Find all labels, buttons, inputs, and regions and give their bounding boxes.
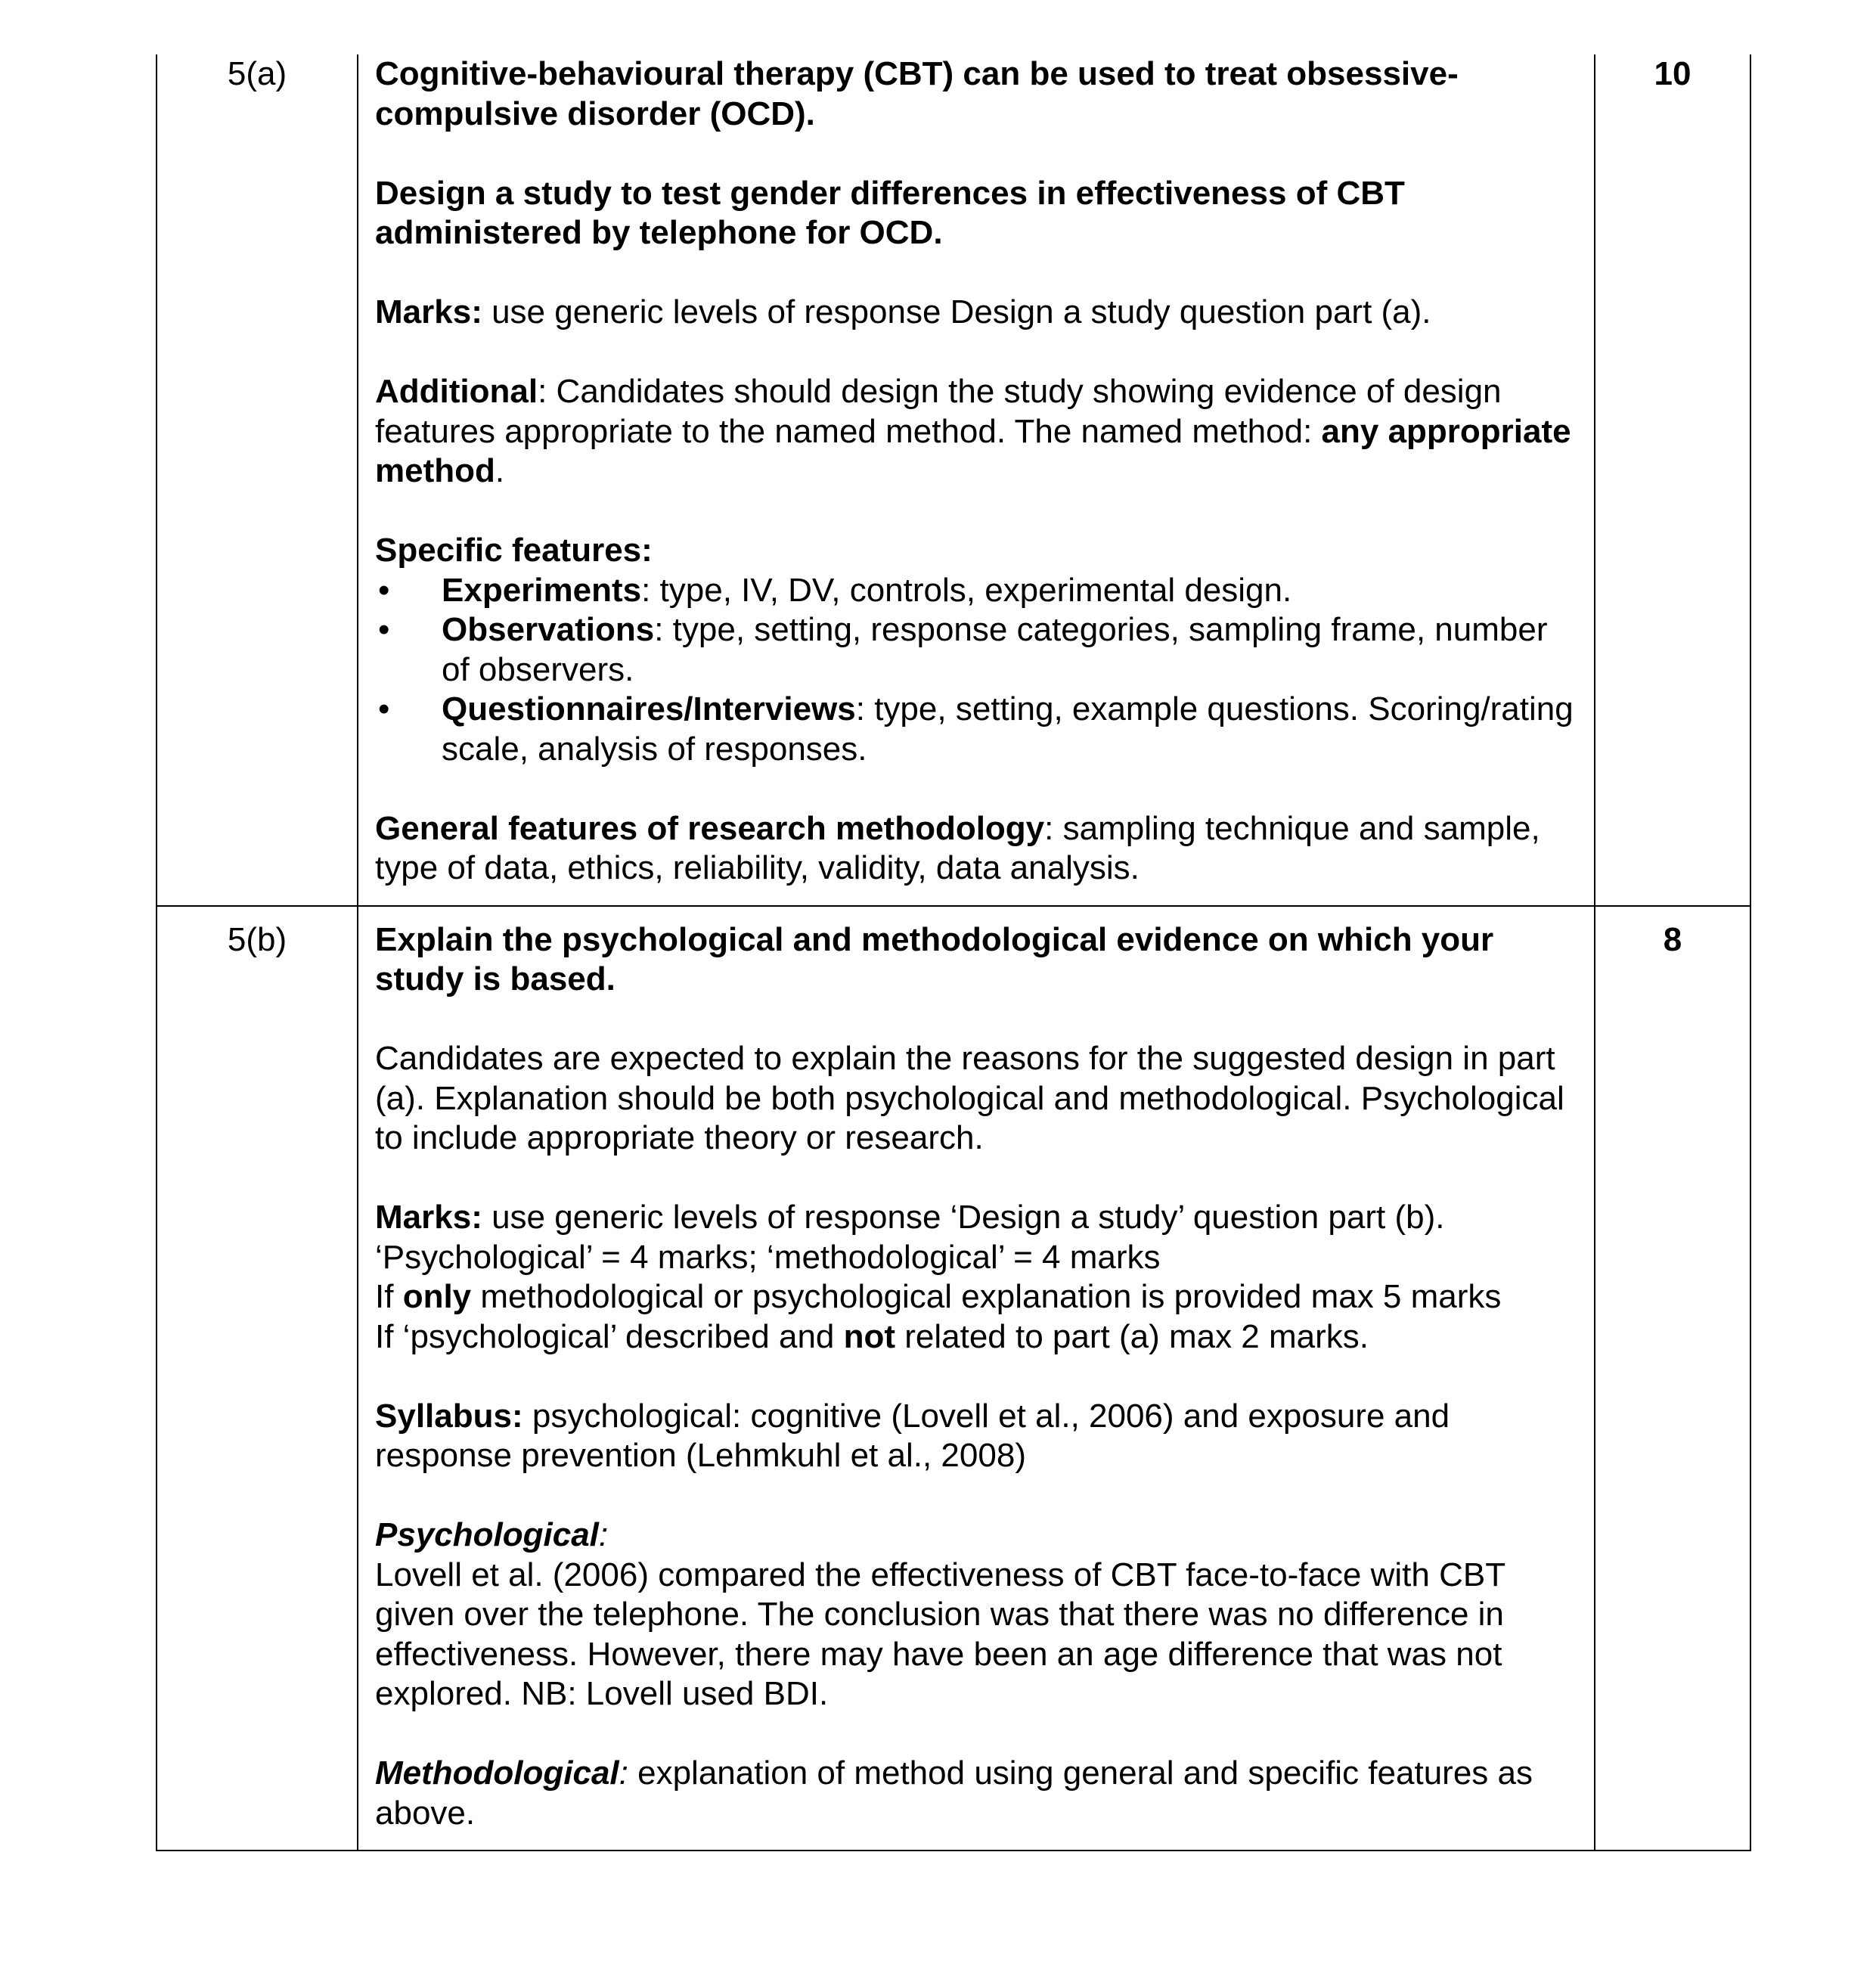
question-text xyxy=(375,54,1579,134)
methodological-colon: : xyxy=(619,1754,628,1792)
specific-features-list xyxy=(375,571,1579,770)
psychological-colon: : xyxy=(598,1516,609,1553)
syllabus-label: Syllabus: xyxy=(375,1397,523,1435)
rule-text: If xyxy=(375,1278,403,1315)
marks-cell xyxy=(1595,906,1750,1851)
question-row-5a xyxy=(157,54,1750,906)
additional-guidance xyxy=(375,372,1579,492)
marks-label: Marks: xyxy=(375,1199,482,1236)
bullet-label: Observations xyxy=(442,611,655,648)
rule-text: related to part (a) max 2 marks. xyxy=(895,1317,1369,1355)
psychological-text: Lovell et al. (2006) compared the effectiveness of CBT face-to-face with CBT given over the telephone. The conclusion was that there was no difference in effectiveness. However, there may have been an age difference that was not explored. NB: Lovell used BDI. xyxy=(375,1556,1505,1712)
specific-label: Specific features: xyxy=(375,532,653,569)
rule-text: If ‘psychological’ described and xyxy=(375,1317,844,1355)
psychological-label: Psychological xyxy=(375,1516,599,1553)
list-item xyxy=(375,690,1579,769)
question-number-cell xyxy=(157,906,358,1851)
rule-bold: not xyxy=(843,1317,896,1355)
question-number-cell xyxy=(157,54,358,906)
marks-cell xyxy=(1595,54,1750,906)
marks-guidance xyxy=(375,293,1579,333)
max-rule-1 xyxy=(375,1277,1579,1317)
list-item xyxy=(375,610,1579,690)
specific-features-heading xyxy=(375,531,1579,571)
additional-text: : Candidates should design the study showing evidence of design features appropriate to the named method. The named method: xyxy=(375,373,1502,450)
syllabus xyxy=(375,1397,1579,1476)
mark-scheme-table xyxy=(156,54,1751,1851)
bullet-text: : type, setting, example questions. Scoring/rating scale, analysis of responses. xyxy=(442,690,1574,768)
question-number: 5(b) xyxy=(227,920,287,958)
general-label: General features of research methodology xyxy=(375,809,1045,847)
marks-text: use generic levels of response Design a study question part (a). xyxy=(482,293,1431,330)
marks-split: ‘Psychological’ = 4 marks; ‘methodological’ = 4 marks xyxy=(375,1238,1161,1276)
bullet-text: : type, setting, response categories, sampling frame, number of observers. xyxy=(442,611,1548,688)
marks-guidance xyxy=(375,1198,1579,1238)
question-title-1: Cognitive-behavioural therapy (CBT) can be used to treat obsessive-compulsive disorder (OCD). xyxy=(375,55,1459,132)
marks-text: use generic levels of response ‘Design a study’ question part (b). xyxy=(482,1199,1445,1236)
question-title: Explain the psychological and methodological evidence on which your study is based. xyxy=(375,920,1494,997)
question-text xyxy=(375,920,1579,1000)
question-number: 5(a) xyxy=(227,55,287,92)
bullet-text: : type, IV, DV, controls, experimental design. xyxy=(641,571,1292,609)
max-rule-2 xyxy=(375,1317,1579,1357)
rule-bold: only xyxy=(402,1278,472,1315)
question-row-5b xyxy=(157,906,1750,1851)
general-text: : sampling technique and sample, type of data, ethics, reliability, validity, data analysis. xyxy=(375,809,1540,886)
question-title-2: Design a study to test gender differences in effectiveness of CBT administered by telephone for OCD. xyxy=(375,174,1405,251)
additional-end: . xyxy=(495,452,505,489)
answer-cell xyxy=(358,54,1595,906)
additional-bold: any appropriate method xyxy=(375,412,1571,489)
bullet-label: Questionnaires/Interviews xyxy=(442,690,856,728)
bullet-label: Experiments xyxy=(442,571,642,609)
syllabus-text: psychological: cognitive (Lovell et al., 2006) and exposure and response prevention (Lehmkuhl et al., 2008) xyxy=(375,1397,1450,1474)
additional-label: Additional xyxy=(375,373,538,410)
methodological-label: Methodological xyxy=(375,1754,619,1792)
marks-value: 8 xyxy=(1663,920,1682,958)
intro-text: Candidates are expected to explain the reasons for the suggested design in part (a). Explanation should be both psychological and methodological. Psychological to include appropriate theory or research. xyxy=(375,1040,1564,1156)
answer-cell xyxy=(358,906,1595,1851)
psychological-heading xyxy=(375,1516,1579,1556)
methodological-text: explanation of method using general and specific features as above. xyxy=(375,1754,1533,1832)
marks-label: Marks: xyxy=(375,293,482,330)
general-features xyxy=(375,809,1579,889)
methodological xyxy=(375,1754,1579,1833)
question-text xyxy=(375,174,1579,253)
marks-value: 10 xyxy=(1654,55,1692,92)
list-item xyxy=(375,571,1579,611)
rule-text: methodological or psychological explanation is provided max 5 marks xyxy=(471,1278,1502,1315)
